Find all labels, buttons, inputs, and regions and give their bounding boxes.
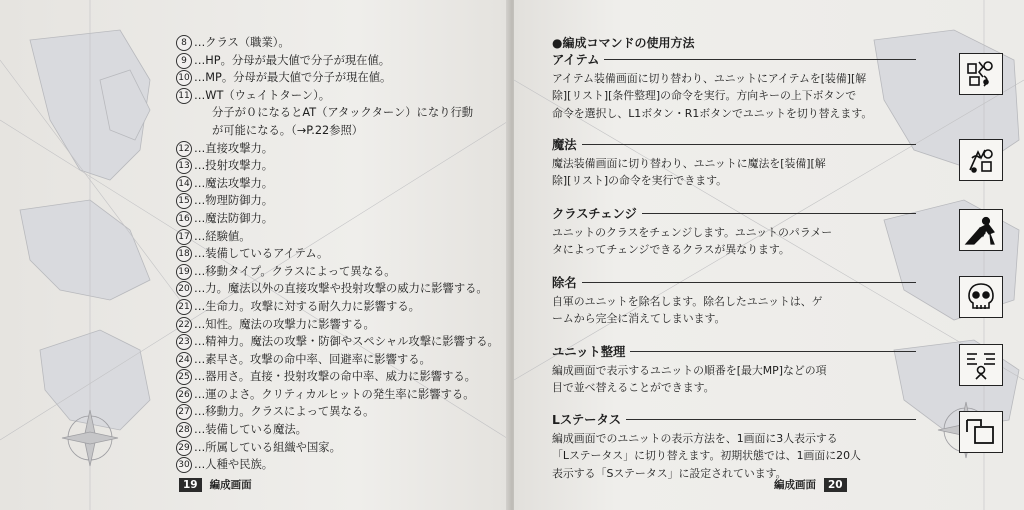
section-body bbox=[552, 293, 852, 328]
item-number: 19 bbox=[176, 264, 192, 280]
section-body bbox=[552, 155, 852, 190]
section-l-status bbox=[552, 410, 861, 482]
item-number: 30 bbox=[176, 457, 192, 473]
class-change-icon bbox=[959, 209, 1003, 251]
item-number: 9 bbox=[176, 53, 192, 69]
divider bbox=[626, 419, 916, 420]
list-item bbox=[176, 456, 506, 474]
body-line: 除][リスト]の命令を実行できます。 bbox=[552, 174, 728, 188]
item-text: …所属している組織や国家。 bbox=[194, 440, 341, 454]
divider bbox=[604, 59, 916, 60]
divider bbox=[642, 213, 916, 214]
sort-icon bbox=[959, 344, 1003, 386]
item-number: 21 bbox=[176, 299, 192, 315]
item-number: 14 bbox=[176, 176, 192, 192]
magic-icon bbox=[959, 139, 1003, 181]
item-text: …MP。分母が最大値で分子が現在値。 bbox=[194, 71, 392, 85]
item-text: …物理防御力。 bbox=[194, 194, 274, 208]
page-label: 編成画面 bbox=[209, 479, 252, 491]
page-footer-left bbox=[179, 477, 252, 492]
skull-icon bbox=[959, 276, 1003, 318]
list-item bbox=[176, 351, 506, 369]
divider bbox=[630, 351, 916, 352]
body-line: 編成画面で表示するユニットの順番を[最大MP]などの項 bbox=[552, 364, 827, 377]
section-body bbox=[552, 430, 861, 482]
stat-list bbox=[176, 34, 506, 474]
section-magic bbox=[552, 135, 852, 190]
body-line: ームから完全に消えてしまいます。 bbox=[552, 312, 726, 326]
item-number: 29 bbox=[176, 440, 192, 456]
window-icon bbox=[959, 411, 1003, 453]
item-number: 25 bbox=[176, 369, 192, 385]
list-item bbox=[176, 140, 506, 158]
list-item bbox=[176, 245, 506, 263]
section-class-change bbox=[552, 204, 852, 259]
item-text: …精神力。魔法の攻撃・防御やスペシャル攻撃に影響する。 bbox=[194, 335, 499, 349]
list-item bbox=[176, 228, 506, 246]
list-item bbox=[176, 69, 506, 87]
item-number: 24 bbox=[176, 352, 192, 368]
body-line: 「Lステータス」に切り替えます。初期状態では、1画面に20人 bbox=[552, 449, 861, 463]
item-number: 11 bbox=[176, 88, 192, 104]
page-number: 20 bbox=[824, 478, 847, 492]
command-guide bbox=[552, 34, 873, 480]
item-number: 15 bbox=[176, 193, 192, 209]
page-label: 編成画面 bbox=[774, 479, 816, 491]
list-item bbox=[176, 52, 506, 70]
item-number: 27 bbox=[176, 404, 192, 420]
item-continuation: 分子が０になるとAT（アタックターン）になり行動 bbox=[212, 106, 474, 120]
item-text: …人種や民族。 bbox=[194, 458, 274, 472]
item-number: 28 bbox=[176, 422, 192, 438]
item-text: …素早さ。攻撃の命中率、回避率に影響する。 bbox=[194, 352, 431, 366]
list-item bbox=[176, 175, 506, 193]
item-text: …知性。魔法の攻撃力に影響する。 bbox=[194, 317, 375, 331]
item-number: 23 bbox=[176, 334, 192, 350]
section-title: クラスチェンジ bbox=[552, 207, 637, 221]
section-item bbox=[552, 50, 873, 122]
section-title: 魔法 bbox=[552, 138, 577, 152]
item-number: 20 bbox=[176, 281, 192, 297]
item-number: 17 bbox=[176, 229, 192, 245]
item-number: 26 bbox=[176, 387, 192, 403]
item-continuation: が可能になる。（→P.22参照） bbox=[212, 123, 364, 137]
list-item bbox=[176, 403, 506, 421]
section-body bbox=[552, 224, 852, 259]
list-item bbox=[176, 439, 506, 457]
item-text: …クラス（職業）。 bbox=[194, 36, 290, 49]
item-text: …器用さ。直接・投射攻撃の命中率、威力に影響する。 bbox=[194, 370, 476, 384]
body-line: 自軍のユニットを除名します。除名したユニットは、ゲ bbox=[552, 295, 823, 308]
item-number: 16 bbox=[176, 211, 192, 227]
body-line: 除][リスト][条件整理]の命令を実行。方向キーの上下ボタンで bbox=[552, 89, 857, 103]
section-dismiss bbox=[552, 273, 852, 328]
section-title: 除名 bbox=[552, 276, 577, 290]
item-text: …生命力。攻撃に対する耐久力に影響する。 bbox=[194, 299, 420, 313]
item-text: …装備している魔法。 bbox=[194, 423, 307, 437]
item-number: 18 bbox=[176, 246, 192, 262]
list-item bbox=[176, 386, 506, 404]
item-text: …経験値。 bbox=[194, 229, 251, 243]
list-item bbox=[176, 263, 506, 281]
item-text: …直接攻撃力。 bbox=[194, 141, 274, 155]
list-item bbox=[176, 333, 506, 351]
item-text: …投射攻撃力。 bbox=[194, 159, 274, 173]
item-text: …移動力。クラスによって異なる。 bbox=[194, 405, 375, 419]
item-number: 13 bbox=[176, 158, 192, 174]
body-line: タによってチェンジできるクラスが異なります。 bbox=[552, 243, 790, 257]
item-text: …魔法防御力。 bbox=[194, 211, 274, 225]
page-number: 19 bbox=[179, 478, 202, 492]
item-number: 12 bbox=[176, 141, 192, 157]
divider bbox=[582, 282, 916, 283]
list-item bbox=[176, 298, 506, 316]
section-title: ユニット整理 bbox=[552, 345, 626, 359]
section-body bbox=[552, 362, 852, 397]
list-item bbox=[176, 210, 506, 228]
item-text: …移動タイプ。クラスによって異なる。 bbox=[194, 264, 396, 278]
item-number: 22 bbox=[176, 317, 192, 333]
divider bbox=[582, 144, 916, 145]
body-line: 編成画面でのユニットの表示方法を、1画面に3人表示する bbox=[552, 432, 838, 445]
body-line: ユニットのクラスをチェンジします。ユニットのパラメー bbox=[552, 226, 833, 239]
list-item bbox=[176, 421, 506, 439]
list-item bbox=[176, 316, 506, 334]
body-line: 命令を選択し、L1ボタン・R1ボタンでユニットを切り替えます。 bbox=[552, 106, 873, 120]
item-number: 10 bbox=[176, 70, 192, 86]
body-line: アイテム装備画面に切り替わり、ユニットにアイテムを[装備][解 bbox=[552, 72, 867, 85]
list-item bbox=[176, 34, 506, 52]
section-unit-sort bbox=[552, 342, 852, 397]
item-text: …HP。分母が最大値で分子が現在値。 bbox=[194, 53, 391, 67]
list-item bbox=[176, 87, 506, 140]
item-text: …WT（ウェイトターン）。 bbox=[194, 88, 331, 102]
item-text: …力。魔法以外の直接攻撃や投射攻撃の威力に影響する。 bbox=[194, 282, 488, 296]
section-title: Lステータス bbox=[552, 413, 622, 427]
section-body bbox=[552, 70, 873, 122]
item-text: …魔法攻撃力。 bbox=[194, 176, 274, 190]
left-page bbox=[0, 0, 510, 510]
list-item bbox=[176, 157, 506, 175]
right-page bbox=[514, 0, 1024, 510]
list-item bbox=[176, 368, 506, 386]
list-item bbox=[176, 280, 506, 298]
body-line: 魔法装備画面に切り替わり、ユニットに魔法を[装備][解 bbox=[552, 157, 826, 170]
page-title: ●編成コマンドの使用方法 bbox=[552, 36, 695, 50]
item-text: …運のよさ。クリティカルヒットの発生率に影響する。 bbox=[194, 387, 475, 401]
body-line: 目で並べ替えることができます。 bbox=[552, 381, 715, 395]
body-line: 表示する「Sステータス」に設定されています。 bbox=[552, 466, 787, 480]
list-item bbox=[176, 192, 506, 210]
section-title: アイテム bbox=[552, 53, 600, 67]
item-number: 8 bbox=[176, 35, 192, 51]
item-icon bbox=[959, 53, 1003, 95]
item-text: …装備しているアイテム。 bbox=[194, 247, 329, 261]
page-footer-right bbox=[774, 477, 847, 492]
